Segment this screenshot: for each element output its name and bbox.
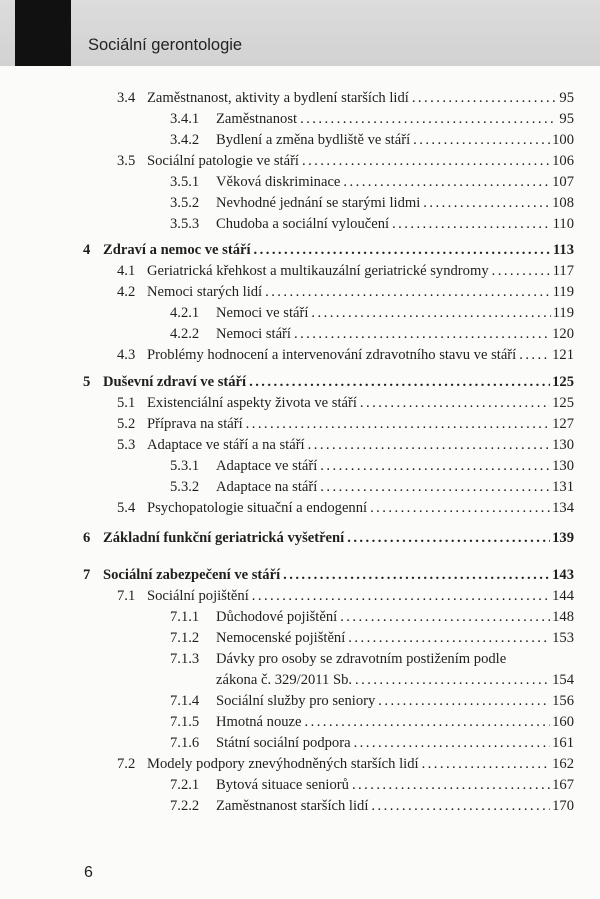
- toc-entry-number: 7.2.2: [170, 798, 200, 814]
- toc-entry: [83, 372, 574, 392]
- toc-entry-title: Adaptace ve stáří a na stáří: [147, 437, 305, 453]
- toc-entry-number: 5.3: [117, 437, 136, 453]
- toc-entry-title: Sociální zabezpečení ve stáří: [103, 567, 281, 583]
- dot-leader: [492, 261, 551, 281]
- toc-entry-page: 117: [552, 263, 574, 279]
- toc-entry-title: Nevhodné jednání se starými lidmi: [216, 195, 421, 211]
- toc-entry: [170, 628, 574, 648]
- toc-entry: [170, 130, 574, 150]
- toc-entry-number: 7.1.3: [170, 651, 200, 667]
- toc-entry-number: 3.4.2: [170, 132, 200, 148]
- toc-entry: [117, 151, 574, 171]
- toc-entry-number: 5.4: [117, 500, 136, 516]
- toc-entry: [83, 565, 574, 585]
- toc-entry-title: Zaměstnanost starších lidí: [216, 798, 369, 814]
- toc-entry-title: Adaptace ve stáří: [216, 458, 318, 474]
- toc-entry: [117, 498, 574, 518]
- toc-entry-page: 170: [552, 798, 574, 814]
- toc-entry-number: 7.2.1: [170, 777, 200, 793]
- toc-entry: [117, 261, 574, 281]
- toc-entry-title: Existenciální aspekty života ve stáří: [147, 395, 357, 411]
- dot-leader: [354, 733, 551, 753]
- page-number: 6: [84, 864, 93, 881]
- toc-entry: [117, 393, 574, 413]
- dot-leader: [308, 435, 550, 455]
- toc-entry-title: Adaptace na stáří: [216, 479, 318, 495]
- toc-entry-page: 144: [552, 588, 574, 604]
- toc-entry-page: 162: [552, 756, 574, 772]
- dot-leader: [252, 586, 550, 606]
- toc-entry-number: 5.3.2: [170, 479, 200, 495]
- toc-entry-page: 154: [552, 672, 574, 688]
- toc-entry-title: Nemocenské pojištění: [216, 630, 346, 646]
- dot-leader: [355, 670, 550, 690]
- dot-leader: [519, 345, 550, 365]
- toc-entry: [117, 282, 574, 302]
- toc-entry-page: 156: [552, 693, 574, 709]
- toc-entry-number: 3.5.2: [170, 195, 200, 211]
- dot-leader: [413, 130, 550, 150]
- toc-entry-page: 121: [552, 347, 574, 363]
- toc-entry-number: 3.4.1: [170, 111, 200, 127]
- toc-entry-page: 95: [559, 111, 574, 127]
- toc-entry-title: Státní sociální podpora: [216, 735, 351, 751]
- toc-entry-page: 134: [552, 500, 574, 516]
- toc-entry: [170, 670, 574, 690]
- toc-entry-number: 7.1.6: [170, 735, 200, 751]
- toc-entry-number: 3.5: [117, 153, 136, 169]
- toc-entry-page: 127: [552, 416, 574, 432]
- dot-leader: [320, 477, 550, 497]
- toc-entry: [117, 414, 574, 434]
- toc-entry-number: 5.1: [117, 395, 136, 411]
- toc-entry-page: 130: [552, 437, 574, 453]
- toc-entry-title: Základní funkční geriatrická vyšetření: [103, 530, 345, 546]
- toc-entry: [117, 586, 574, 606]
- toc-entry-title: Bydlení a změna bydliště ve stáří: [216, 132, 411, 148]
- toc-entry-number: 7.1.1: [170, 609, 200, 625]
- toc-entry-number: 7.1.5: [170, 714, 200, 730]
- dot-leader: [254, 240, 551, 260]
- toc-entry: [170, 193, 574, 213]
- dot-leader: [347, 528, 550, 548]
- toc-entry: [170, 109, 574, 129]
- header-black-tab: [15, 0, 71, 66]
- toc-entry-page: 161: [552, 735, 574, 751]
- toc-entry-page: 95: [559, 90, 574, 106]
- dot-leader: [422, 754, 551, 774]
- toc-entry: [170, 712, 574, 732]
- toc-entry-number: 5: [83, 374, 91, 390]
- toc-entry-title: Chudoba a sociální vyloučení: [216, 216, 390, 232]
- toc-entry-page: 125: [552, 374, 574, 390]
- toc-entry: [117, 435, 574, 455]
- toc-entry-title: Věková diskriminace: [216, 174, 341, 190]
- toc-entry-title: Zdraví a nemoc ve stáří: [103, 242, 251, 258]
- toc-entry-page: 130: [552, 458, 574, 474]
- toc-entry-number: 4: [83, 242, 91, 258]
- toc-entry-page: 107: [552, 174, 574, 190]
- toc-entry-title: Sociální patologie ve stáří: [147, 153, 299, 169]
- toc-entry-number: 7.1: [117, 588, 136, 604]
- toc-entry-title: Nemoci ve stáří: [216, 305, 309, 321]
- dot-leader: [412, 88, 558, 108]
- toc-entry-number: 5.3.1: [170, 458, 200, 474]
- toc-entry-title: Příprava na stáří: [147, 416, 243, 432]
- toc-entry-title: Nemoci starých lidí: [147, 284, 263, 300]
- toc-entry-number: 5.2: [117, 416, 136, 432]
- toc-entry: [117, 88, 574, 108]
- toc-entry: [170, 607, 574, 627]
- toc-entry-number: 4.3: [117, 347, 136, 363]
- toc-entry-number: 3.5.3: [170, 216, 200, 232]
- dot-leader: [392, 214, 551, 234]
- toc-entry-page: 143: [552, 567, 574, 583]
- dot-leader: [348, 628, 550, 648]
- toc-entry: [170, 733, 574, 753]
- toc-entry-title: Psychopatologie situační a endogenní: [147, 500, 368, 516]
- dot-leader: [294, 324, 550, 344]
- dot-leader: [423, 193, 550, 213]
- toc-entry-title: Zaměstnanost, aktivity a bydlení starších lidí: [147, 90, 409, 106]
- toc-entry-page: 131: [552, 479, 574, 495]
- toc-entry-title: zákona č. 329/2011 Sb.: [216, 672, 353, 688]
- toc-entry-number: 3.4: [117, 90, 136, 106]
- toc-entry-page: 110: [552, 216, 574, 232]
- toc-entry: [170, 649, 574, 669]
- toc-entry: [170, 172, 574, 192]
- dot-leader: [352, 775, 550, 795]
- dot-leader: [305, 712, 551, 732]
- dot-leader: [246, 414, 550, 434]
- dot-leader: [378, 691, 550, 711]
- toc-entry-page: 119: [552, 305, 574, 321]
- toc-entry-number: 4.2.1: [170, 305, 200, 321]
- toc-entry: [170, 303, 574, 323]
- toc-entry-number: 4.2.2: [170, 326, 200, 342]
- header-band: [0, 0, 600, 66]
- dot-leader: [371, 796, 550, 816]
- toc-entry: [170, 775, 574, 795]
- toc-entry: [117, 754, 574, 774]
- dot-leader: [311, 303, 550, 323]
- toc-entry-title: Zaměstnanost: [216, 111, 298, 127]
- toc-entry-number: 3.5.1: [170, 174, 200, 190]
- toc-entry: [83, 240, 574, 260]
- dot-leader: [283, 565, 550, 585]
- dot-leader: [360, 393, 550, 413]
- dot-leader: [343, 172, 550, 192]
- toc-entry-page: 119: [552, 284, 574, 300]
- dot-leader: [302, 151, 550, 171]
- toc-entry-page: 160: [552, 714, 574, 730]
- toc-entry: [83, 528, 574, 548]
- toc-entry: [170, 456, 574, 476]
- toc-entry-title: Sociální pojištění: [147, 588, 249, 604]
- toc-entry-page: 108: [552, 195, 574, 211]
- toc-entry-page: 148: [552, 609, 574, 625]
- toc-entry-page: 106: [552, 153, 574, 169]
- dot-leader: [265, 282, 551, 302]
- running-header-title: Sociální gerontologie: [88, 36, 243, 54]
- dot-leader: [340, 607, 550, 627]
- toc-entry-page: 113: [552, 242, 574, 258]
- toc-entry-number: 7: [83, 567, 91, 583]
- toc-entry-number: 4.2: [117, 284, 136, 300]
- toc-entry: [170, 796, 574, 816]
- toc-entry-title: Duševní zdraví ve stáří: [103, 374, 247, 390]
- toc-entry: [170, 477, 574, 497]
- toc-entry: [117, 345, 574, 365]
- toc-entry-title: Bytová situace seniorů: [216, 777, 349, 793]
- dot-leader: [300, 109, 557, 129]
- toc-entry-page: 153: [552, 630, 574, 646]
- toc-entry-page: 167: [552, 777, 574, 793]
- toc-entry-number: 4.1: [117, 263, 136, 279]
- toc-entry-number: 7.1.4: [170, 693, 200, 709]
- toc-entry-page: 100: [552, 132, 574, 148]
- toc-entry: [170, 324, 574, 344]
- toc-entry-number: 7.1.2: [170, 630, 200, 646]
- toc-entry-page: 125: [552, 395, 574, 411]
- dot-leader: [320, 456, 550, 476]
- toc-entry-title: Nemoci stáří: [216, 326, 291, 342]
- toc-entry-title: Důchodové pojištění: [216, 609, 338, 625]
- toc-entry-title: Geriatrická křehkost a multikauzální geriatrické syndromy: [147, 263, 489, 279]
- dot-leader: [249, 372, 550, 392]
- toc-entry-title: Dávky pro osoby se zdravotním postižením podle: [216, 651, 507, 667]
- toc-entry-title: Hmotná nouze: [216, 714, 302, 730]
- dot-leader: [370, 498, 550, 518]
- toc-entry-title: Sociální služby pro seniory: [216, 693, 376, 709]
- toc-entry-page: 120: [552, 326, 574, 342]
- toc-entry: [170, 691, 574, 711]
- toc-entry: [170, 214, 574, 234]
- toc-entry-number: 6: [83, 530, 91, 546]
- toc-entry-page: 139: [552, 530, 574, 546]
- toc-entry-number: 7.2: [117, 756, 136, 772]
- toc-entry-title: Problémy hodnocení a intervenování zdravotního stavu ve stáří: [147, 347, 517, 363]
- toc-entry-title: Modely podpory znevýhodněných starších lidí: [147, 756, 419, 772]
